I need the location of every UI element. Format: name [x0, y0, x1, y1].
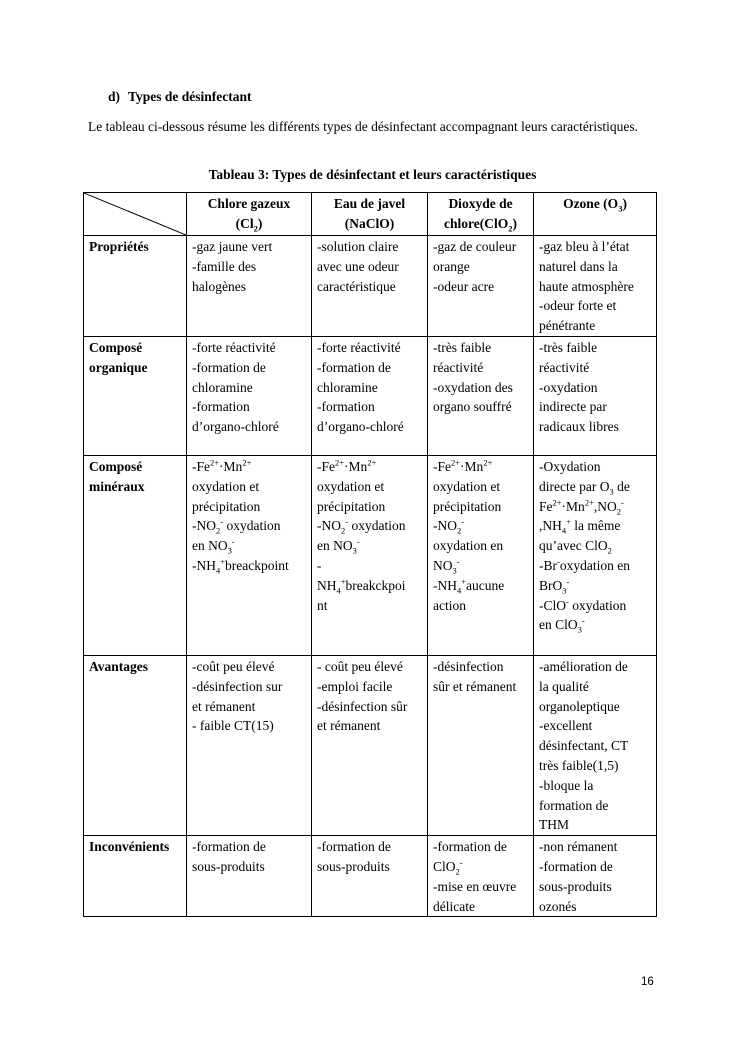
cell-proprietes-javel: -solution claire avec une odeur caractéristique	[312, 236, 428, 337]
cell-avantages-chlore: -coût peu élevé -désinfection sur et rémanent - faible CT(15)	[187, 655, 312, 835]
cell-proprietes-ozone: -gaz bleu à l’état naturel dans la haute atmosphère -odeur forte et pénétrante	[534, 236, 657, 337]
table-row	[84, 336, 657, 455]
cell-inconvenients-ozone: -non rémanent -formation de sous-produits ozonés	[534, 836, 657, 917]
header-chlore: Chlore gazeux $(Cl_2)$	[187, 193, 312, 236]
table-row	[84, 236, 657, 337]
row-label-avantages: Avantages	[84, 655, 187, 835]
row-label-mineraux: Composé minéraux	[84, 455, 187, 655]
section-heading	[108, 89, 252, 105]
page-number: 16	[641, 976, 654, 988]
header-dioxyde: Dioxyde de chlore(ClO$_2$)	[428, 193, 534, 236]
cell-avantages-ozone: -amélioration de la qualité organoleptique -excellent désinfectant, CT très faible(1,5) -bloque la formation de THM	[534, 655, 657, 835]
cell-organique-chlore: -forte réactivité -formation de chloramine -formation d’organo-chloré	[187, 336, 312, 455]
cell-inconvenients-dioxyde: -formation de ClO$_2$- -mise en œuvre délicate	[428, 836, 534, 917]
table-row	[84, 836, 657, 917]
cell-mineraux-ozone: -Oxydation directe par $O_3$ de $Fe^{2+}\cdot Mn^{2+},NO_2^-$ $,NH_4^+$ la même qu’avec ClO$_2$ -Br-oxydation en BrO$_3$- -ClO- oxydation en ClO$_3$-	[534, 455, 657, 655]
diagonal-line	[84, 193, 186, 235]
disinfectant-table	[83, 192, 657, 917]
table-caption: Tableau 3: Types de désinfectant et leurs caractéristiques	[208, 167, 537, 182]
header-ozone: Ozone $(O_3)$	[534, 193, 657, 236]
row-label-proprietes: Propriétés	[84, 236, 187, 337]
cell-proprietes-dioxyde: -gaz de couleur orange -odeur acre	[428, 236, 534, 337]
section-number: d)	[108, 89, 121, 104]
table-row	[84, 455, 657, 655]
cell-mineraux-chlore: $-Fe^{2+}\cdot Mn^{2+}$ oxydation et précipitation $-NO_2^-$ oxydation en $NO_3^-$ $-NH_4^+breackpoint$	[187, 455, 312, 655]
diagonal-corner-cell	[84, 193, 187, 236]
cell-avantages-javel: - coût peu élevé -emploi facile -désinfection sûr et rémanent	[312, 655, 428, 835]
table-row	[84, 655, 657, 835]
row-label-inconvenients: Inconvénients	[84, 836, 187, 917]
row-label-organique: Composé organique	[84, 336, 187, 455]
cell-mineraux-dioxyde: $-Fe^{2+}\cdot Mn^{2+}$ oxydation et précipitation $-NO_2^-$ oxydation en $NO_3^-$ $-NH_4^+aucune$ action	[428, 455, 534, 655]
section-title: Types de désinfectant	[128, 89, 252, 104]
intro-paragraph: Le tableau ci-dessous résume les différents types de désinfectant accompagnant leurs caractéristiques.	[88, 119, 639, 134]
cell-proprietes-chlore: -gaz jaune vert -famille des halogènes	[187, 236, 312, 337]
table-header-row	[84, 193, 657, 236]
cell-organique-ozone: -très faible réactivité -oxydation indirecte par radicaux libres	[534, 336, 657, 455]
cell-inconvenients-javel: -formation de sous-produits	[312, 836, 428, 917]
header-javel: Eau de javel (NaClO)	[312, 193, 428, 236]
cell-avantages-dioxyde: -désinfection sûr et rémanent	[428, 655, 534, 835]
cell-organique-javel: -forte réactivité -formation de chloramine -formation d’organo-chloré	[312, 336, 428, 455]
cell-inconvenients-chlore: -formation de sous-produits	[187, 836, 312, 917]
cell-mineraux-javel: $-Fe^{2+}\cdot Mn^{2+}$ oxydation et précipitation $-NO_2^-$ oxydation en $NO_3^-$ - $NH_4^+breakckpoi$ nt	[312, 455, 428, 655]
cell-organique-dioxyde: -très faible réactivité -oxydation des organo souffré	[428, 336, 534, 455]
